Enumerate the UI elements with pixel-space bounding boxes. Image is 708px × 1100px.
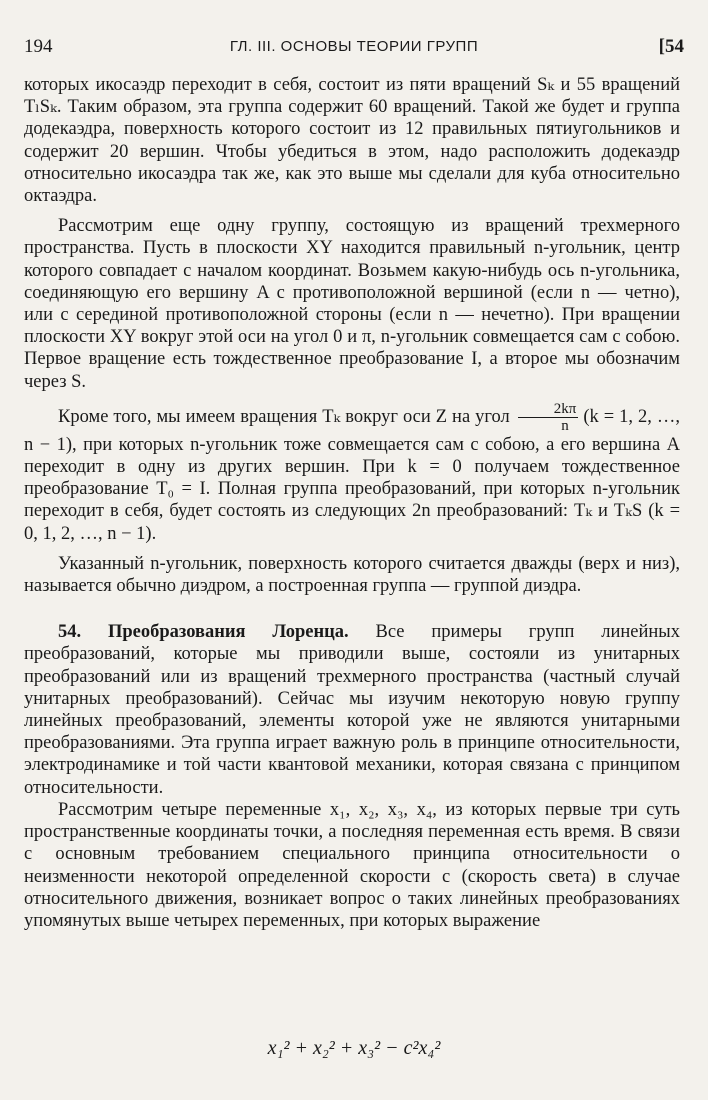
paragraph-four-variables: Рассмотрим четыре переменные x₁, x₂, x₃, x₄, из которых первые три суть пространственные координаты точки, а последняя переменная есть время. В связи с основным требованием специального принципа относительности о неизменности некоторой определенной скорости c (скорость света) в случае относительного движения, возникает вопрос о таких линейных преобразованиях упомянутых выше четырех переменных, при которых выражение xyxy=(24,799,680,931)
running-header xyxy=(24,36,684,60)
paragraph-rotations-tk xyxy=(24,401,680,545)
section-intro-text: Все примеры групп линейных преобразований, которые мы приводили выше, состояли из унитарных преобразований или из вращений трехмерного пространства (частный случай унитарных преобразований). Сейчас мы изучим некоторую новую группу линейных преобразований, элементы которой уже не являются унитарными преобразованиями. Эта группа играет важную роль в принципе относительности, электродинамике и той части квантовой механики, которая связана с принципом относительности. xyxy=(24,622,680,798)
page-body xyxy=(24,74,680,932)
rotations-text-a: Кроме того, мы имеем вращения Tₖ вокруг оси Z на угол xyxy=(58,406,510,427)
section-marker: [54 xyxy=(658,36,684,57)
rotations-text-b: (k = 1, 2, …, n − 1), при которых n-угольник тоже совмещается сам с собою, а его вершина A переходит в одну из других вершин. При k = 0 получаем тождественное преобразование T₀ = I. Полная группа преобразований, при которых n-угольник переходит в себя, будет состоять из следующих 2n преобразований: Tₖ и TₖS (k = 0, 1, 2, …, n − 1). xyxy=(24,406,680,544)
section-54-paragraph xyxy=(24,621,680,799)
paragraph-dihedral-intro: Рассмотрим еще одну группу, состоящую из вращений трехмерного пространства. Пусть в плоскости XY находится правильный n-угольник, центр которого совпадает с началом координат. Возьмем какую-нибудь ось n-угольника, соединяющую его вершину A с противоположной вершиной (если n — четно), или с серединой противоположной стороны (если n — нечетно). При вращении плоскости XY вокруг этой оси на угол 0 и π, n-угольник совмещается сам с собою. Первое вращение есть тождественное преобразование I, а второе мы обозначим через S. xyxy=(24,216,680,392)
angle-fraction xyxy=(518,401,579,434)
paragraph-dihedron: Указанный n-угольник, поверхность которого считается дважды (верх и низ), называется обычно диэдром, а построенная группа — группой диэдра. xyxy=(24,553,680,597)
paragraph-continuation: которых икосаэдр переходит в себя, состоит из пяти вращений Sₖ и 55 вращений TₗSₖ. Таким образом, эта группа содержит 60 вращений. Такой же будет и группа додекаэдра, поверхность которого состоит из 12 правильных пятиугольников и содержит 20 вершин. Чтобы убедиться в этом, надо расположить додекаэдр относительно икосаэдра так же, как это выше мы сделали для куба относительно октаэдра. xyxy=(24,75,680,207)
running-title: ГЛ. III. ОСНОВЫ ТЕОРИИ ГРУПП xyxy=(229,38,479,55)
fraction-numerator: 2kπ xyxy=(518,401,579,418)
section-title: 54. Преобразования Лоренца. xyxy=(58,622,349,643)
lorentz-invariant-formula: x₁² + x₂² + x₃² − c²x₄² xyxy=(267,1037,441,1059)
page-number: 194 xyxy=(24,36,53,57)
fraction-denominator: n xyxy=(561,417,569,434)
